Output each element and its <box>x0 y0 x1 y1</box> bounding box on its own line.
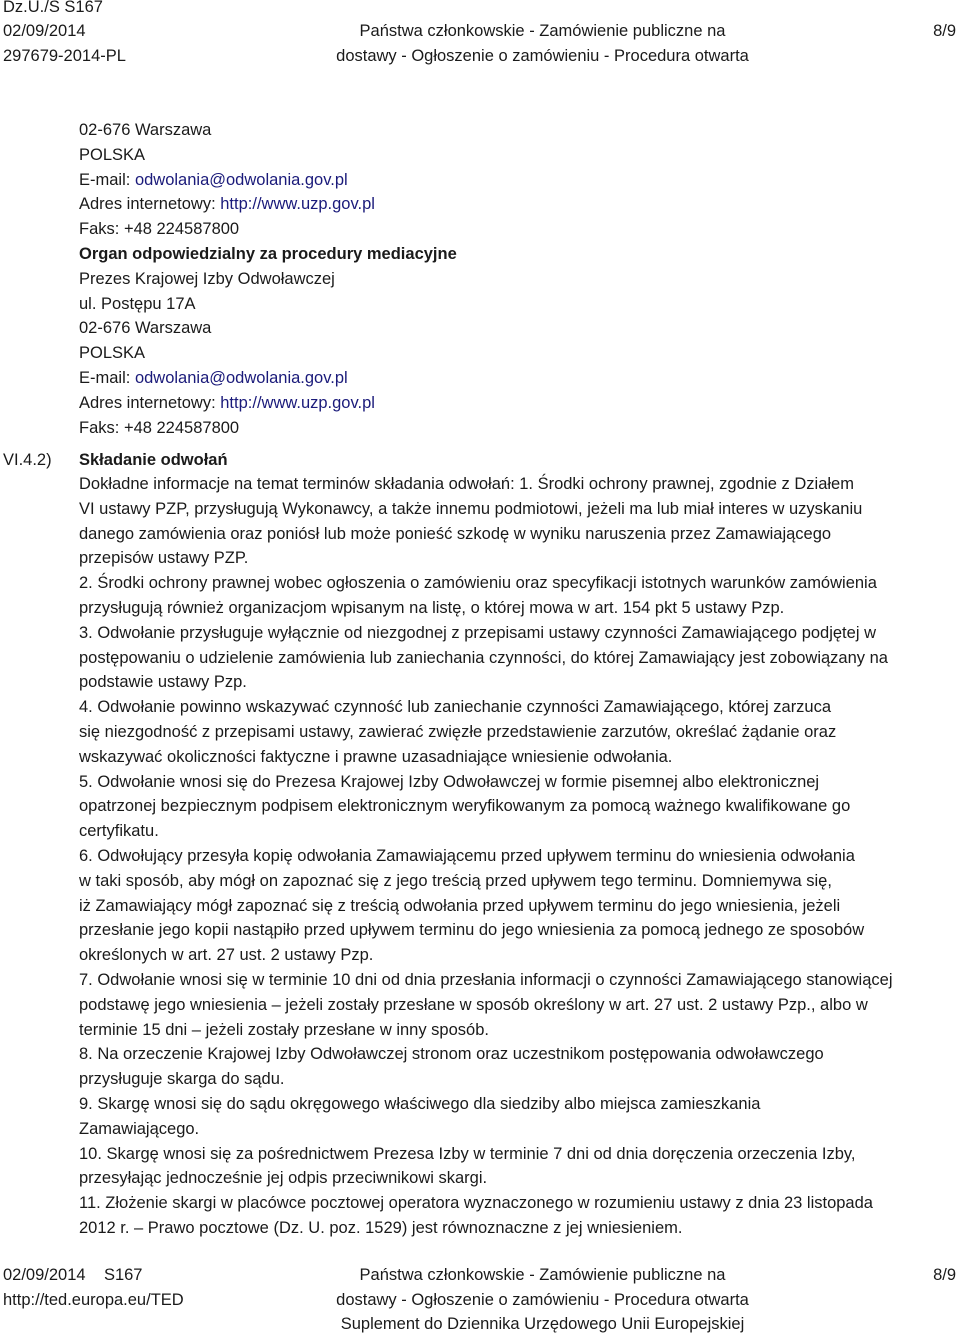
mediation-fax-label: Faks: <box>79 418 120 437</box>
page-footer <box>0 1262 960 1334</box>
mediation-www-label: Adres internetowy: <box>79 393 216 412</box>
section-heading: Składanie odwołań <box>79 451 228 469</box>
contact1-www-row <box>79 192 959 217</box>
mediation-heading: Organ odpowiedzialny za procedury mediacyjne <box>79 244 457 263</box>
paragraph-line: podstawę jego wniesienia – jeżeli zostały przesłane w sposób określony w art. 27 ust. 2 ustawy Pzp., albo w <box>79 995 868 1014</box>
paragraph-line: postępowaniu o udzielenie zamówienia lub zaniechania czynności, do której Zamawiający jest zobowiązany na <box>79 648 888 667</box>
paragraph-line: w taki sposób, aby mógł on zapoznać się z jego treścią przed upływem tego terminu. Domniemywa się, <box>79 871 832 890</box>
footer-series: S167 <box>103 1266 143 1284</box>
contact1-city: 02-676 Warszawa <box>79 121 212 139</box>
contact1-fax: +48 224587800 <box>123 220 240 239</box>
footer-title-line2: dostawy - Ogłoszenie o zamówieniu - Procedura otwarta <box>336 1291 749 1309</box>
header-date: 02/09/2014 <box>3 22 86 40</box>
contact1-email-label: E-mail: <box>79 170 131 189</box>
mediation-email-label: E-mail: <box>79 368 131 387</box>
paragraph-line: wskazywać okoliczności faktyczne i prawne uzasadniające wniesienie odwołania. <box>79 747 673 766</box>
contact1-www-label: Adres internetowy: <box>79 195 216 214</box>
paragraph-line: przysługuje skarga do sądu. <box>79 1070 285 1089</box>
footer-url: http://ted.europa.eu/TED <box>3 1291 184 1309</box>
paragraph-line: przysługują również organizacjom wpisanym na listę, o której mowa w art. 154 pkt 5 ustawy Pzp. <box>79 598 785 617</box>
paragraph-line: podstawie ustawy Pzp. <box>79 673 247 692</box>
header-page-number: 8/9 <box>933 22 956 40</box>
paragraph-line: przesłanie jego kopii nastąpiło przed upływem terminu do jego wniesienia za pomocą jednego ze sposobów <box>79 921 865 940</box>
header-title-line2: dostawy - Ogłoszenie o zamówieniu - Procedura otwarta <box>336 47 749 65</box>
mediation-www-row <box>79 391 959 416</box>
paragraph-line: terminie 15 dni – jeżeli zostały przesłane w inny sposób. <box>79 1020 489 1039</box>
paragraph-line: VI ustawy PZP, przysługują Wykonawcy, a także innemu podmiotowi, jeżeli ma lub miał interes w uzyskaniu <box>79 499 863 518</box>
mediation-name: Prezes Krajowej Izby Odwoławczej <box>79 269 335 288</box>
mediation-country: POLSKA <box>79 344 146 363</box>
section-number: VI.4.2) <box>3 451 52 469</box>
paragraph-line: 4. Odwołanie powinno wskazywać czynność lub zaniechanie czynności Zamawiającego, której zarzuca <box>79 698 832 717</box>
doc-ref: Dz.U./S S167 <box>3 0 103 16</box>
paragraph-line: 11. Złożenie skargi w placówce pocztowej operatora wyznaczonego w rozumieniu ustawy z dnia 23 listopada <box>79 1194 873 1213</box>
paragraph-line: Zamawiającego. <box>79 1119 200 1138</box>
paragraph-line: 8. Na orzeczenie Krajowej Izby Odwoławczej stronom oraz uczestnikom postępowania odwoławczego <box>79 1045 824 1064</box>
contact1-www-link[interactable]: http://www.uzp.gov.pl <box>220 195 375 214</box>
mediation-street: ul. Postępu 17A <box>79 294 196 313</box>
mediation-city: 02-676 Warszawa <box>79 319 212 338</box>
footer-supplement: Suplement do Dziennika Urzędowego Unii Europejskiej <box>340 1315 745 1333</box>
paragraph-line: przepisów ustawy PZP. <box>79 549 249 568</box>
footer-title-line1: Państwa członkowskie - Zamówienie publiczne na <box>359 1266 726 1284</box>
mediation-fax: +48 224587800 <box>123 418 240 437</box>
contact1-fax-label: Faks: <box>79 220 120 239</box>
page-header <box>0 0 960 70</box>
paragraph-line: opatrzonej bezpiecznym podpisem elektronicznym weryfikowanym za pomocą ważnego kwalifikowane go <box>79 797 851 816</box>
paragraph-line: 5. Odwołanie wnosi się do Prezesa Krajowej Izby Odwoławczej w formie pisemnej albo elektronicznej <box>79 772 820 791</box>
paragraph-line: iż Zamawiający mógł zapoznać się z treścią odwołania przed upływem terminu do jego wniesienia, jeżeli <box>79 896 841 915</box>
footer-date: 02/09/2014 <box>3 1266 86 1284</box>
contact1-fax-row <box>79 217 959 242</box>
header-title-line1: Państwa członkowskie - Zamówienie publiczne na <box>359 22 726 40</box>
mediation-fax-row <box>79 416 959 441</box>
paragraph-line: przesyłając jednocześnie jej odpis przeciwnikowi skargi. <box>79 1169 488 1188</box>
paragraph-line: 9. Skargę wnosi się do sądu okręgowego właściwego dla siedziby albo miejsca zamieszkania <box>79 1094 761 1113</box>
contact1-email-link[interactable]: odwolania@odwolania.gov.pl <box>134 170 348 189</box>
contact1-email-row <box>79 168 959 193</box>
footer-page-number: 8/9 <box>933 1266 956 1284</box>
paragraph-line: 2012 r. – Prawo pocztowe (Dz. U. poz. 1529) jest równoznaczne z jej wniesieniem. <box>79 1218 683 1237</box>
paragraph-line: się niezgodność z przepisami ustawy, zawierać zwięzłe przedstawienie zarzutów, określać żądanie oraz <box>79 722 837 741</box>
appeal-procedure-text <box>79 472 959 1241</box>
paragraph-line: certyfikatu. <box>79 822 159 841</box>
address-block <box>79 118 959 440</box>
mediation-email-row <box>79 366 959 391</box>
mediation-www-link[interactable]: http://www.uzp.gov.pl <box>220 393 375 412</box>
paragraph-line: określonych w art. 27 ust. 2 ustawy Pzp. <box>79 946 374 965</box>
contact1-country: POLSKA <box>79 145 146 164</box>
paragraph-line: 3. Odwołanie przysługuje wyłącznie od niezgodnej z przepisami ustawy czynności Zamawiającego podjętej w <box>79 623 876 642</box>
mediation-email-link[interactable]: odwolania@odwolania.gov.pl <box>134 368 348 387</box>
paragraph-line: 2. Środki ochrony prawnej wobec ogłoszenia o zamówieniu oraz specyfikacji istotnych warunków zamówienia <box>79 574 877 593</box>
notice-id: 297679-2014-PL <box>3 47 126 65</box>
paragraph-line: Dokładne informacje na temat terminów składania odwołań: 1. Środki ochrony prawnej, zgodnie z Działem <box>79 475 854 493</box>
paragraph-line: 6. Odwołujący przesyła kopię odwołania Zamawiającemu przed upływem terminu do wniesienia odwołania <box>79 846 855 865</box>
paragraph-line: 10. Skargę wnosi się za pośrednictwem Prezesa Izby w terminie 7 dni od dnia doręczenia orzeczenia Izby, <box>79 1144 856 1163</box>
paragraph-line: danego zamówienia oraz poniósł lub może ponieść szkodę w wyniku naruszenia przez Zamawiającego <box>79 524 832 543</box>
paragraph-line: 7. Odwołanie wnosi się w terminie 10 dni od dnia przesłania informacji o czynności Zamawiającego stanowiącej <box>79 970 893 989</box>
